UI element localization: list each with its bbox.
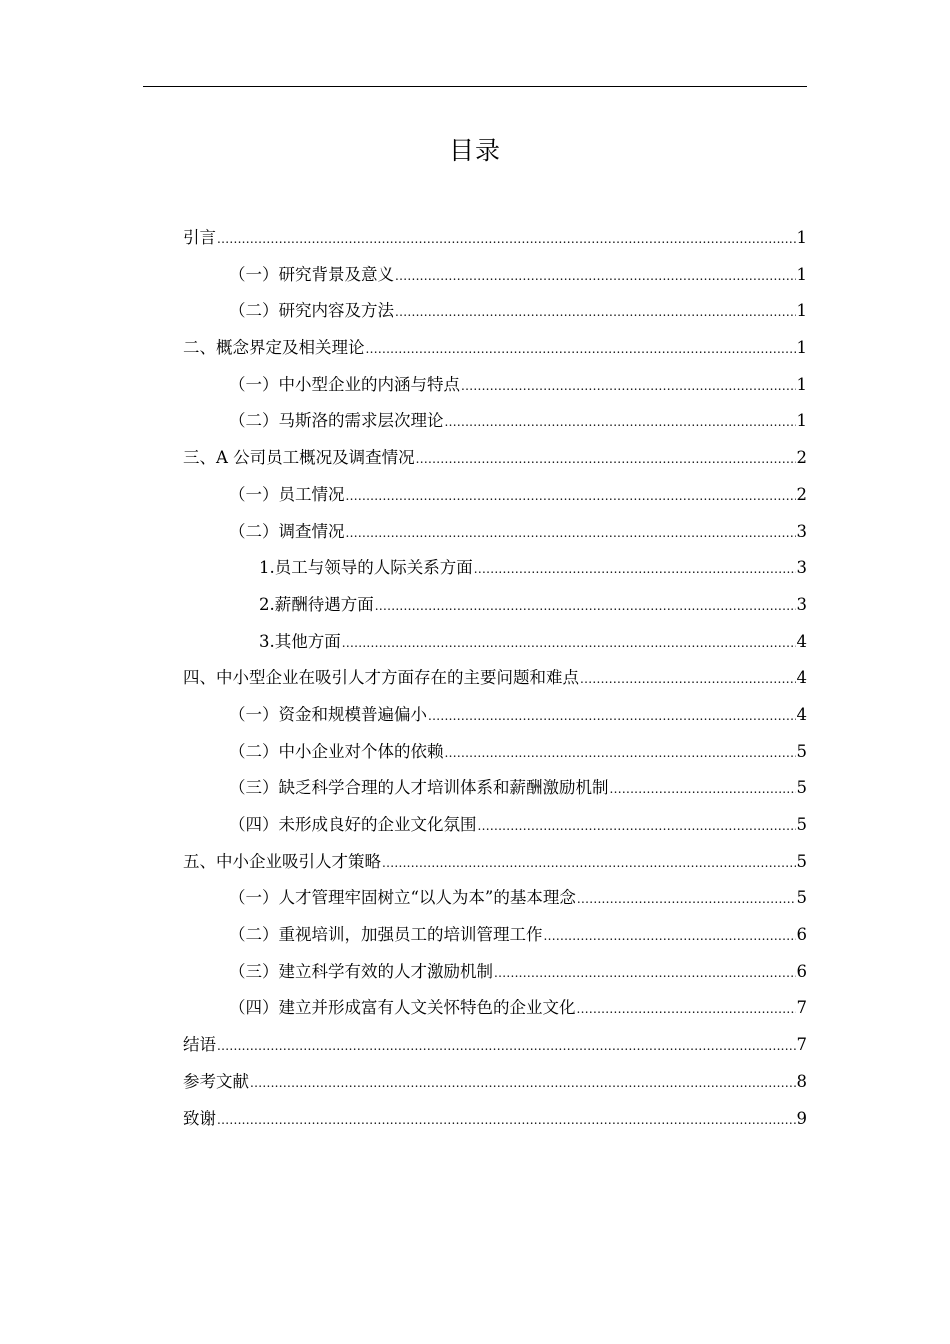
toc-entry-page: 7 (796, 1035, 807, 1055)
toc-dot-leader (478, 808, 796, 845)
toc-dot-leader (428, 698, 796, 735)
toc-entry-text: 参考文献 (183, 1071, 249, 1091)
toc-entry-text: （二）研究内容及方法 (229, 301, 394, 321)
toc-entry-page: 1 (796, 374, 807, 394)
toc-dot-leader (474, 551, 796, 588)
toc-entry[interactable] (183, 844, 807, 881)
toc-entry[interactable] (183, 697, 807, 734)
toc-dot-leader (346, 478, 796, 515)
toc-entry[interactable] (183, 587, 807, 624)
toc-entry-page: 2 (796, 484, 807, 504)
toc-entry-text: 三、A 公司员工概况及调查情况 (183, 448, 415, 468)
toc-dot-leader (217, 221, 796, 258)
toc-entry-text: （二）中小企业对个体的依赖 (229, 741, 444, 761)
toc-entry-text: （三）缺乏科学合理的人才培训体系和薪酬激励机制 (229, 778, 609, 798)
toc-dot-leader (445, 404, 796, 441)
toc-dot-leader (461, 368, 796, 405)
toc-entry-text: 致谢 (183, 1108, 216, 1128)
table-of-contents (183, 220, 807, 1137)
toc-dot-leader (610, 771, 796, 808)
toc-dot-leader (395, 294, 796, 331)
toc-dot-leader (342, 625, 796, 662)
toc-entry[interactable] (183, 220, 807, 257)
toc-entry[interactable] (183, 734, 807, 771)
toc-dot-leader (366, 331, 796, 368)
toc-entry-page: 3 (796, 594, 807, 614)
toc-entry[interactable] (183, 477, 807, 514)
header-rule (143, 86, 807, 87)
toc-entry[interactable] (183, 257, 807, 294)
toc-entry-text: （一）人才管理牢固树立“以人为本”的基本理念 (229, 888, 576, 908)
toc-entry-page: 4 (796, 668, 807, 688)
toc-entry-text: 2.薪酬待遇方面 (259, 594, 374, 614)
toc-entry-text: （四）未形成良好的企业文化氛围 (229, 815, 477, 834)
toc-dot-leader (217, 1102, 796, 1139)
toc-entry-page: 4 (796, 631, 807, 651)
toc-entry[interactable] (183, 1064, 807, 1101)
toc-dot-leader (250, 1065, 796, 1102)
toc-entry-page: 1 (796, 301, 807, 321)
toc-entry-page: 6 (796, 961, 807, 981)
toc-entry-text: 引言 (183, 228, 216, 247)
toc-dot-leader (382, 845, 796, 882)
toc-dot-leader (217, 1028, 796, 1065)
toc-dot-leader (494, 955, 796, 992)
toc-entry[interactable] (183, 514, 807, 551)
toc-entry[interactable] (183, 990, 807, 1027)
toc-dot-leader (577, 881, 796, 918)
toc-entry-page: 1 (796, 411, 807, 431)
toc-entry-text: （二）调查情况 (229, 521, 345, 541)
toc-entry-page: 4 (796, 704, 807, 724)
toc-entry-page: 5 (796, 851, 807, 871)
toc-entry-text: （一）研究背景及意义 (229, 264, 394, 284)
toc-entry-text: （四）建立并形成富有人文关怀特色的企业文化 (229, 998, 576, 1018)
toc-entry[interactable] (183, 624, 807, 661)
toc-dot-leader (346, 515, 796, 552)
toc-entry-page: 1 (796, 264, 807, 284)
toc-entry-text: 四、中小型企业在吸引人才方面存在的主要问题和难点 (183, 668, 579, 688)
toc-entry[interactable] (183, 880, 807, 917)
toc-entry-page: 5 (796, 741, 807, 761)
toc-dot-leader (445, 735, 796, 772)
toc-entry-page: 3 (796, 558, 807, 578)
toc-entry[interactable] (183, 954, 807, 991)
toc-entry-text: 1.员工与领导的人际关系方面 (259, 558, 473, 578)
toc-entry[interactable] (183, 1027, 807, 1064)
toc-entry[interactable] (183, 917, 807, 954)
toc-entry-text: （一）中小型企业的内涵与特点 (229, 374, 460, 394)
toc-entry-text: 二、概念界定及相关理论 (183, 338, 365, 358)
toc-dot-leader (395, 258, 796, 295)
toc-entry-text: （一）员工情况 (229, 484, 345, 504)
toc-entry-text: （二）重视培训，加强员工的培训管理工作 (229, 925, 543, 945)
toc-entry[interactable] (183, 807, 807, 844)
toc-entry-text: 五、中小企业吸引人才策略 (183, 851, 381, 871)
toc-entry-page: 6 (796, 925, 807, 945)
toc-dot-leader (375, 588, 796, 625)
toc-entry-page: 3 (796, 521, 807, 541)
toc-entry[interactable] (183, 550, 807, 587)
toc-entry-page: 5 (796, 778, 807, 798)
toc-entry-text: 3.其他方面 (259, 631, 341, 651)
toc-entry-text: （三）建立科学有效的人才激励机制 (229, 961, 493, 981)
toc-dot-leader (416, 441, 796, 478)
toc-entry-text: （二）马斯洛的需求层次理论 (229, 411, 444, 431)
toc-dot-leader (577, 991, 796, 1028)
toc-entry-page: 1 (796, 338, 807, 358)
toc-entry[interactable] (183, 660, 807, 697)
toc-entry-text: （一）资金和规模普遍偏小 (229, 704, 427, 724)
toc-entry[interactable] (183, 1101, 807, 1138)
page-title: 目录 (448, 136, 501, 165)
toc-entry-page: 8 (796, 1071, 807, 1091)
toc-entry-page: 2 (796, 448, 807, 468)
toc-entry-page: 5 (796, 815, 807, 834)
toc-dot-leader (544, 918, 796, 955)
toc-entry[interactable] (183, 440, 807, 477)
toc-entry[interactable] (183, 403, 807, 440)
toc-entry-page: 5 (796, 888, 807, 908)
toc-entry[interactable] (183, 330, 807, 367)
toc-entry-text: 结语 (183, 1035, 216, 1055)
toc-entry[interactable] (183, 293, 807, 330)
toc-entry-page: 9 (796, 1108, 807, 1128)
toc-entry[interactable] (183, 770, 807, 807)
toc-entry-page: 7 (796, 998, 807, 1018)
toc-entry-page: 1 (796, 228, 807, 247)
toc-entry[interactable] (183, 367, 807, 404)
toc-dot-leader (580, 661, 796, 698)
